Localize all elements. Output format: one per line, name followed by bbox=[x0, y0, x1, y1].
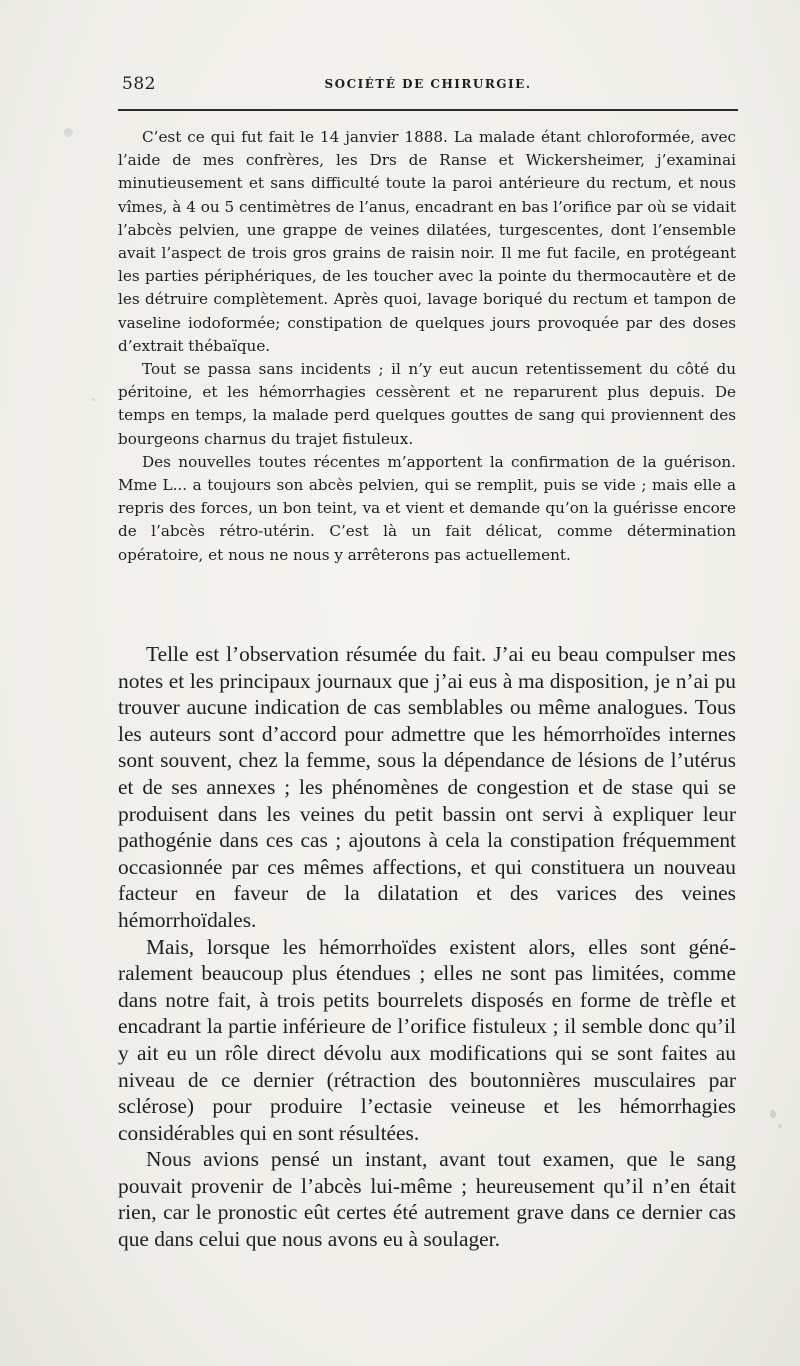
small-paragraph: Des nouvelles toutes récentes m’apportent la confirmation de la guérison. Mme L... a toujours son abcès pelvien, qui se remplit, puis se vide ; mais elle a repris des forces, un bon teint, va et vient et demande qu’on la guérisse encore de l’abcès rétro-utérin. C’est là un fait délicat, comme détermination opératoire, et nous ne nous y arrêterons pas actuellement. bbox=[118, 452, 736, 564]
discussion-block bbox=[118, 641, 736, 1253]
paper-speck bbox=[778, 1124, 782, 1128]
paper-speck bbox=[770, 1110, 776, 1118]
small-paragraph: Tout se passa sans incidents ; il n’y eut aucun retentissement du côté du péritoine, et les hémorrhagies cessèrent et ne reparurent plus depuis. De temps en temps, la malade perd quelques gouttes de sang qui proviennent des bourgeons charnus du trajet fistuleux. bbox=[118, 360, 736, 448]
body-paragraph: Telle est l’observation résumée du fait. J’ai eu beau compulser mes notes et les principaux journaux que j’ai eus à ma disposition, je n’ai pu trouver aucune indication de cas semblables ou même analogues. Tous les auteurs sont d’accord pour admettre que les hémorrhoïdes internes sont souvent, chez la femme, sous la dépendance de lésions de l’utérus et de ses annexes ; les phénomènes de congestion et de stase qui se produisent dans les veines du petit bassin ont servi à expliquer leur pathogénie dans ces cas ; ajoutons à cela la constipation fréquemment occasionnée par ces mêmes affections, et qui constituera un nouveau facteur en faveur de la dilatation et des varices des veines hémorrhoïdales. bbox=[118, 642, 736, 932]
running-head: SOCIÉTÉ DE CHIRURGIE. bbox=[324, 77, 532, 91]
paper-speck bbox=[92, 398, 95, 401]
case-report-block bbox=[118, 126, 736, 567]
header-rule bbox=[118, 109, 738, 111]
paper-speck bbox=[64, 128, 73, 137]
page-number: 582 bbox=[122, 74, 156, 94]
body-paragraph: Mais, lorsque les hémorrhoïdes existent alors, elles sont généralement beaucoup plus étendues ; elles ne sont pas limitées, comme dans notre fait, à trois petits bourrelets disposés en forme de trèfle et encadrant la partie inférieure de l’orifice fistuleux ; il semble donc qu’il y ait eu un rôle direct dévolu aux modifications qui se sont faites au niveau de ce dernier (rétraction des boutonnières musculaires par sclérose) pour produire l’ectasie veineuse et les hémorrhagies considérables qui en sont résultées. bbox=[118, 934, 736, 1145]
page-header bbox=[118, 74, 738, 98]
body-paragraph: Nous avions pensé un instant, avant tout examen, que le sang pouvait provenir de l’abcès lui-même ; heureusement qu’il n’en était rien, car le pronostic eût certes été autrement grave dans ce dernier cas que dans celui que nous avons eu à soulager. bbox=[118, 1147, 736, 1252]
small-paragraph: C’est ce qui fut fait le 14 janvier 1888. La malade étant chloroformée, avec l’aide de mes confrères, les Drs de Ranse et Wickersheimer, j’examinai minutieusement et sans difficulté toute la paroi antérieure du rectum, et nous vîmes, à 4 ou 5 centimètres de l’anus, encadrant en bas l’orifice par où se vidait l’abcès pelvien, une grappe de veines dilatées, turgescentes, dont l’ensemble avait l’aspect de trois gros grains de raisin noir. Il me fut facile, en protégeant les parties périphériques, de les toucher avec la pointe du thermocautère et de les détruire complètement. Après quoi, lavage boriqué du rectum et tampon de vaseline iodoformée; constipation de quelques jours provoquée par des doses d’extrait thébaïque. bbox=[118, 128, 736, 355]
